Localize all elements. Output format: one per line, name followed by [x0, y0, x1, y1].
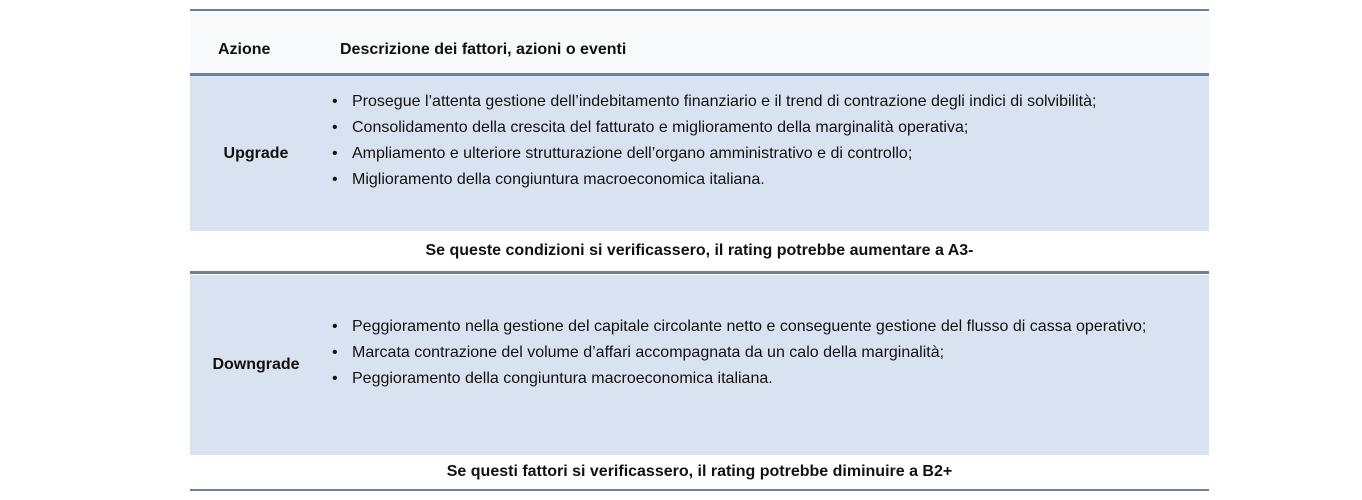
list-item: • Peggioramento nella gestione del capitale circolante netto e conseguente gestione del flusso di cassa operativo;	[330, 314, 1200, 340]
upgrade-label: Upgrade	[223, 145, 289, 162]
downgrade-label: Downgrade	[212, 356, 300, 373]
table-header	[190, 11, 1209, 75]
bottom-rule	[190, 489, 1209, 491]
upgrade-list	[330, 89, 1200, 193]
list-item: • Miglioramento della congiuntura macroeconomica italiana.	[330, 167, 1200, 193]
upgrade-summary: Se queste condizioni si verificassero, il rating potrebbe aumentare a A3-	[425, 242, 974, 259]
list-item: • Prosegue l’attenta gestione dell’indebitamento finanziario e il trend di contrazione degli indici di solvibilità;	[330, 89, 1200, 115]
list-item: • Ampliamento e ulteriore strutturazione dell’organo amministrativo e di controllo;	[330, 141, 1200, 167]
downgrade-row	[190, 275, 1209, 455]
upgrade-row	[190, 76, 1209, 231]
list-item: • Consolidamento della crescita del fatturato e miglioramento della marginalità operativa;	[330, 115, 1200, 141]
header-descrizione: Descrizione dei fattori, azioni o eventi	[340, 41, 627, 58]
middle-rule	[190, 271, 1209, 274]
downgrade-list	[330, 314, 1200, 392]
downgrade-summary: Se questi fattori si verificassero, il rating potrebbe diminuire a B2+	[446, 463, 953, 480]
list-item: • Marcata contrazione del volume d’affari accompagnata da un calo della marginalità;	[330, 340, 1200, 366]
header-azione: Azione	[218, 41, 271, 58]
list-item: • Peggioramento della congiuntura macroeconomica italiana.	[330, 366, 1200, 392]
